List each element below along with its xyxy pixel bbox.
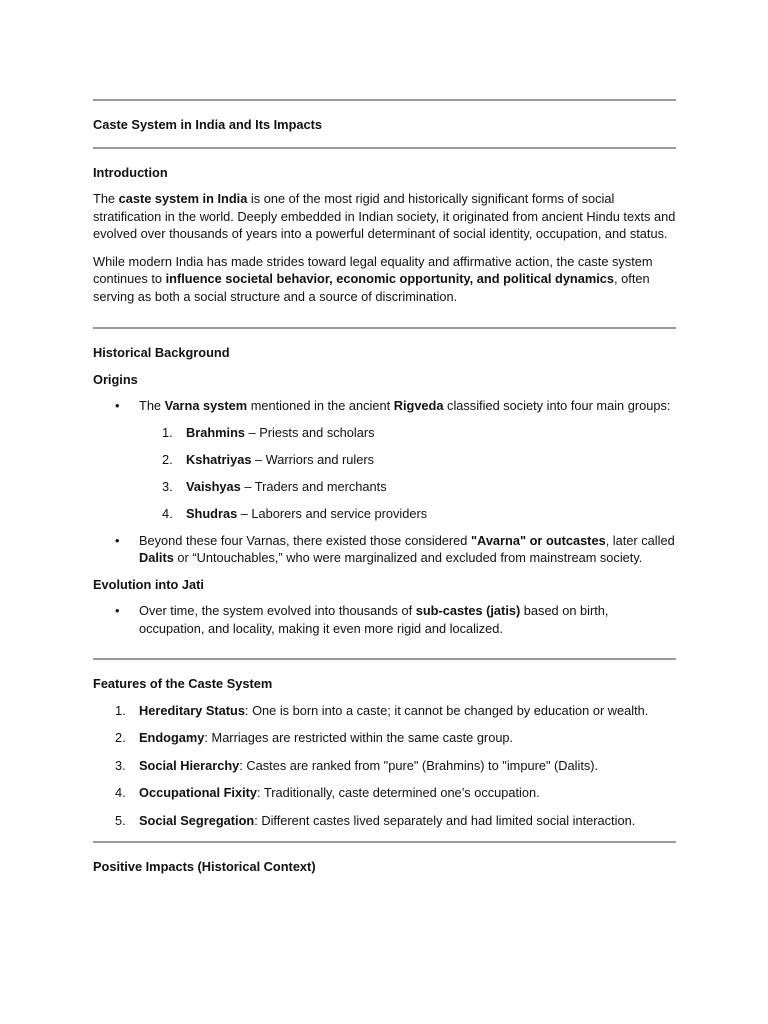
list-item: 1. Brahmins – Priests and scholars: [162, 425, 375, 440]
intro-paragraph-1: The caste system in India is one of the most rigid and historically significant forms of social stratification in the world. Deeply embedded in Indian society, it originated from ancient Hindu texts and evolved over thousands of years into a powerful determinant of social identity, occupation, and status.: [93, 191, 676, 241]
avarna-bullet-list: [93, 532, 676, 567]
subheading-jati: Evolution into Jati: [93, 576, 204, 592]
list-item: 2. Endogamy: Marriages are restricted within the same caste group.: [115, 730, 514, 745]
list-item: 1. Hereditary Status: One is born into a caste; it cannot be changed by education or wealth.: [115, 702, 649, 718]
list-item: 4. Occupational Fixity: Traditionally, caste determined one’s occupation.: [115, 785, 540, 800]
section-heading-introduction: Introduction: [93, 164, 168, 180]
list-item: 4. Shudras – Laborers and service providers: [162, 506, 428, 521]
list-item: 5. Social Segregation: Different castes lived separately and had limited social interaction.: [115, 812, 636, 828]
intro-paragraph-2: While modern India has made strides toward legal equality and affirmative action, the caste system continues to influence societal behavior, economic opportunity, and political dynamics, often serving as both a social structure and a source of discrimination.: [93, 253, 653, 304]
document-title: Caste System in India and Its Impacts: [93, 117, 322, 132]
section-heading-history: Historical Background: [93, 345, 230, 360]
subheading-origins: Origins: [93, 371, 138, 387]
section-heading-features: Features of the Caste System: [93, 676, 273, 691]
features-list: [93, 702, 676, 830]
divider: [93, 658, 676, 660]
list-item: 3. Vaishyas – Traders and merchants: [162, 479, 387, 494]
document-content: [93, 99, 676, 876]
list-item: • Beyond these four Varnas, there existed those considered "Avarna" or outcastes, later called Dalits or “Untouchables,” who were marginalized and excluded from mainstream society.: [93, 532, 676, 567]
divider: [93, 147, 676, 149]
list-item: 3. Social Hierarchy: Castes are ranked from "pure" (Brahmins) to "impure" (Dalits).: [115, 757, 599, 773]
section-heading-positive-impacts: Positive Impacts (Historical Context): [93, 859, 316, 874]
divider: [93, 841, 676, 843]
divider: [93, 327, 676, 329]
list-item: • Over time, the system evolved into thousands of sub-castes (jatis) based on birth, occupation, and locality, making it even more rigid and localized.: [93, 602, 676, 637]
list-item: 2. Kshatriyas – Warriors and rulers: [162, 452, 375, 467]
jati-bullet-list: [93, 602, 676, 637]
list-item: • The Varna system mentioned in the ancient Rigveda classified society into four main groups:: [93, 397, 676, 415]
origins-bullet-list: [93, 397, 676, 415]
divider: [93, 99, 676, 101]
varna-list: [93, 424, 676, 523]
